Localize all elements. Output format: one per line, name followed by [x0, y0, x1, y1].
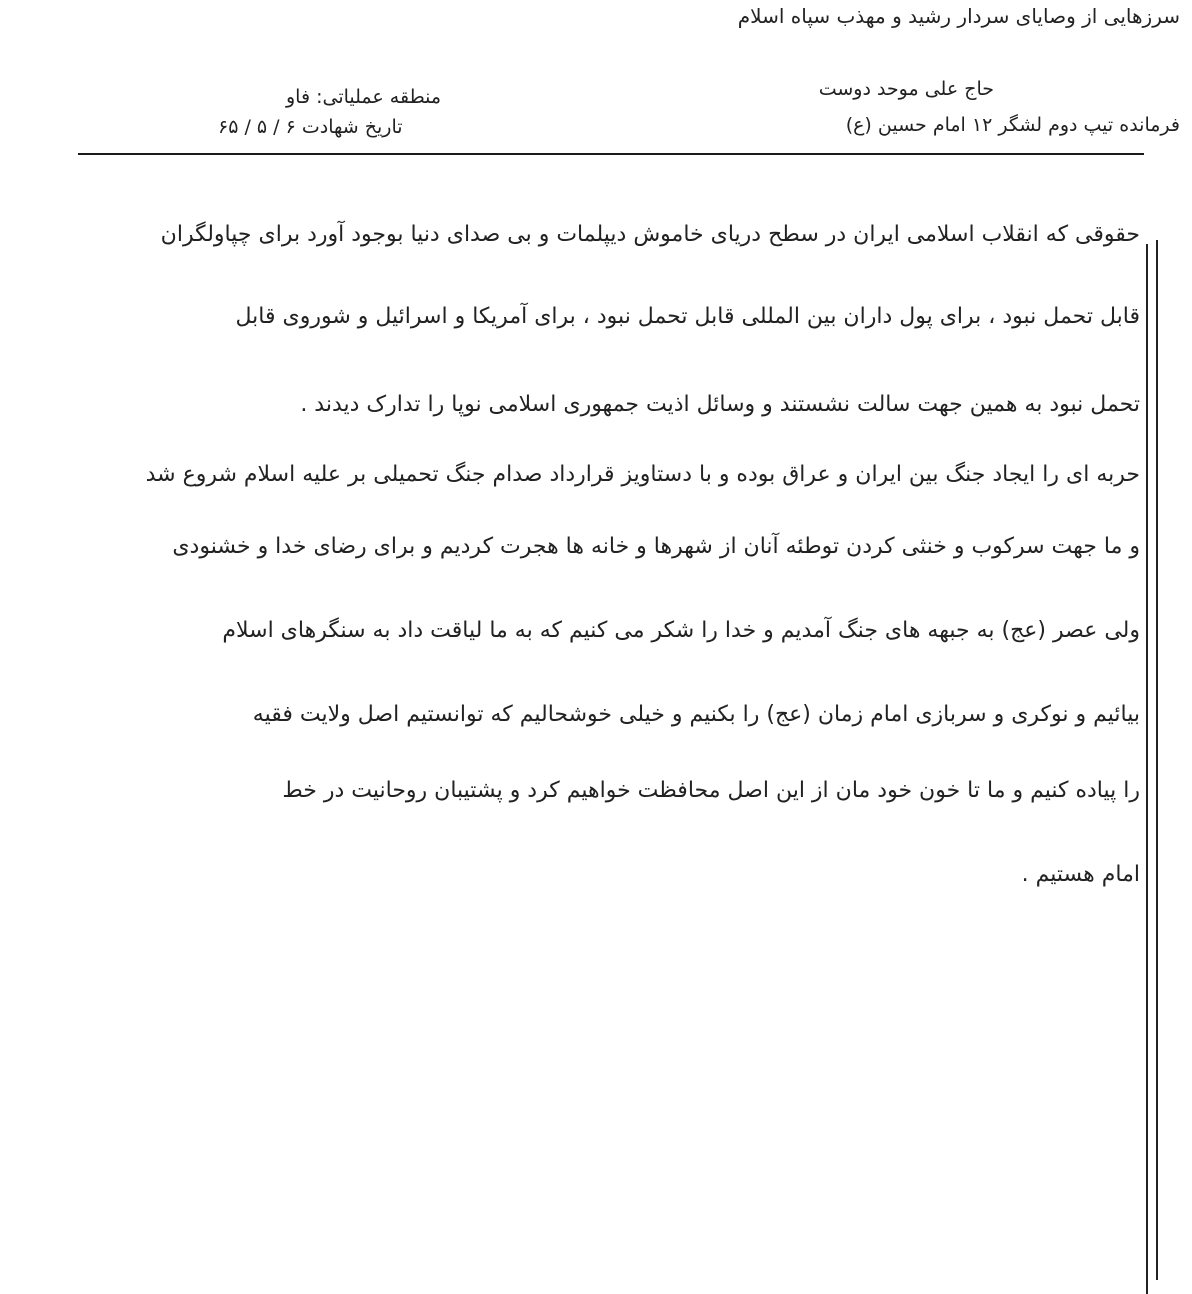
- body-line: امام هستیم .: [1021, 862, 1140, 887]
- body-line: حقوقی که انقلاب اسلامی ایران در سطح دریای خاموش دیپلمات و بی صدای دنیا بوجود آورد برای چپاولگران: [160, 222, 1140, 247]
- margin-line: [1146, 244, 1148, 1294]
- body-line: بیائیم و نوکری و سربازی امام زمان (عج) را بکنیم و خیلی خوشحالیم که توانستیم اصل ولایت فقیه: [252, 702, 1140, 727]
- body-line: قابل تحمل نبود ، برای پول داران بین المللی قابل تحمل نبود ، برای آمریکا و اسرائیل و شوروی قابل: [235, 304, 1140, 329]
- body-line: و ما جهت سرکوب و خنثی کردن توطئه آنان از شهرها و خانه ها هجرت کردیم و برای رضای خدا و خشنودی: [172, 534, 1140, 559]
- body-line: حربه ای را ایجاد جنگ بین ایران و عراق بوده و با دستاویز قرارداد صدام جنگ تحمیلی بر علیه اسلام شروع شد: [145, 462, 1140, 487]
- body-line: را پیاده کنیم و ما تا خون خود مان از این اصل محافظت خواهیم کرد و پشتیبان روحانیت در خط: [282, 778, 1140, 803]
- header-divider: [78, 153, 1144, 155]
- body-line: ولی عصر (عج) به جبهه های جنگ آمدیم و خدا را شکر می کنیم که به ما لیاقت داد به سنگرهای اسلام: [222, 618, 1140, 643]
- sender-name: حاج علی موحد دوست: [818, 78, 994, 100]
- martyrdom-date: تاریخ شهادت ۶ / ۵ / ۶۵: [218, 116, 403, 138]
- operation-area: منطقه عملیاتی: فاو: [286, 86, 442, 108]
- margin-line: [1156, 240, 1158, 1280]
- sender-unit: فرمانده تیپ دوم لشگر ۱۲ امام حسین (ع): [845, 114, 1180, 136]
- document-title: سرزهایی از وصایای سردار رشید و مهذب سپاه اسلام: [737, 4, 1180, 28]
- body-line: تحمل نبود به همین جهت سالت نشستند و وسائل اذیت جمهوری اسلامی نوپا را تدارک دیدند .: [300, 392, 1140, 417]
